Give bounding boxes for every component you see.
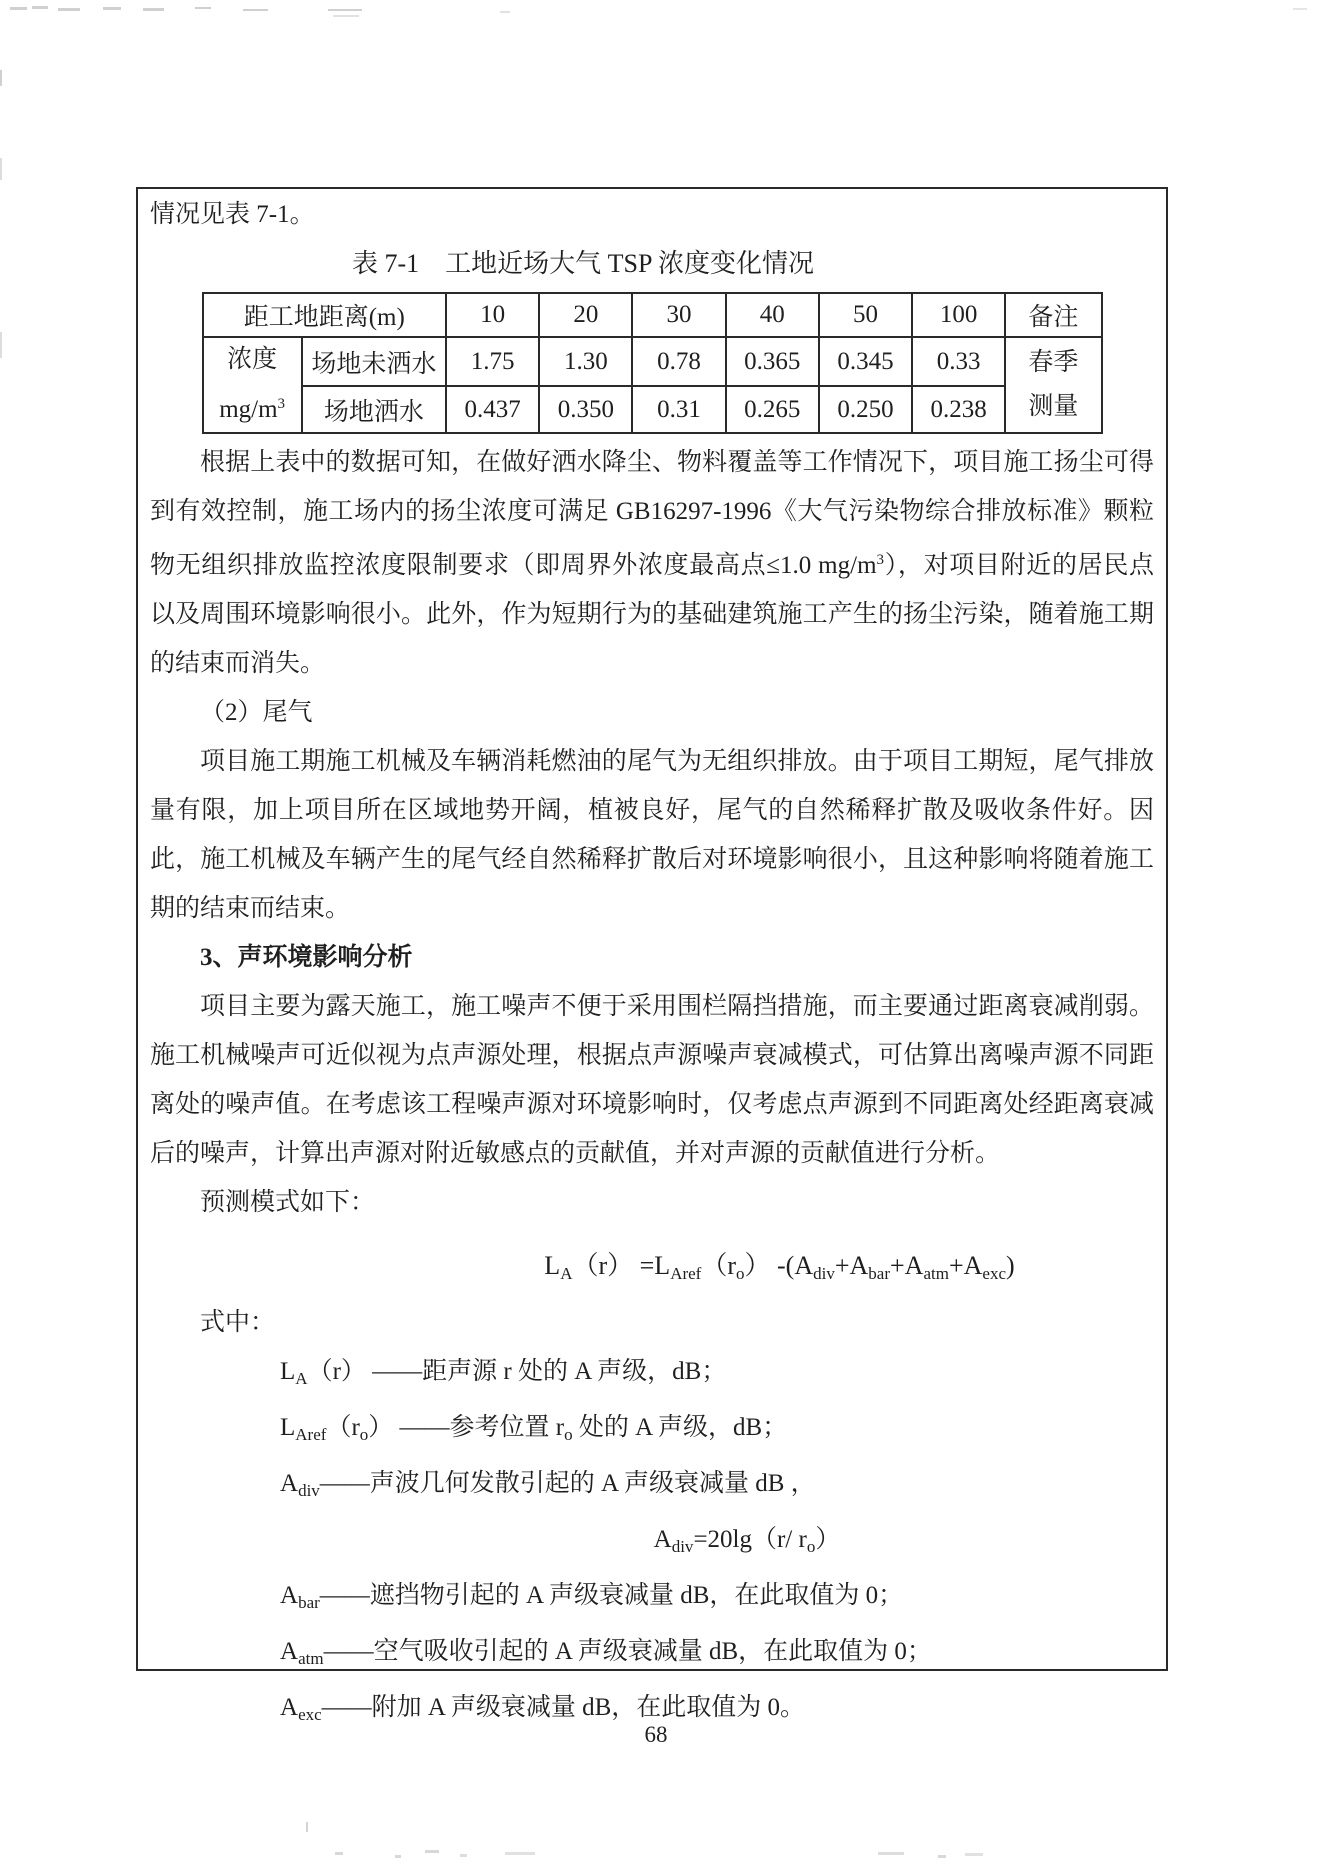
scan-artifact bbox=[500, 11, 510, 13]
value-cell: 0.250 bbox=[819, 386, 912, 433]
scan-artifact bbox=[425, 1850, 439, 1853]
distance-cell: 40 bbox=[726, 293, 819, 337]
scan-artifact bbox=[878, 1852, 904, 1855]
dust-paragraph: 根据上表中的数据可知，在做好洒水降尘、物料覆盖等工作情况下，项目施工扬尘可得到有效控制，施工场内的扬尘浓度可满足 GB16297-1996《大气污染物综合排放标准》颗粒物无组织排放监控浓度限制要求（即周界外浓度最高点≤1.0 $mg/m^3$），对项目附近的居民点以及周围环境影响很小。此外，作为短期行为的基础建筑施工产生的扬尘污染，随着施工期的结束而消失。 bbox=[150, 449, 1154, 677]
remark-cell bbox=[1005, 337, 1101, 433]
scan-artifact bbox=[395, 1855, 401, 1858]
definition-aexc: $A_{exc}——$附加 A 声级衰减量 dB，在此取值为 0。 bbox=[280, 1694, 806, 1724]
prediction-model-lead: 预测模式如下： bbox=[200, 1189, 376, 1216]
scan-artifact bbox=[0, 158, 2, 180]
remark-line2: 测量 bbox=[1028, 393, 1079, 420]
where-label: 式中： bbox=[200, 1309, 276, 1336]
noise-section-heading: 3、声环境影响分析 bbox=[200, 944, 413, 971]
remark-line1: 春季 bbox=[1028, 349, 1079, 376]
distance-header-cell: 距工地距离(m) bbox=[203, 293, 447, 337]
scan-artifact bbox=[306, 1822, 308, 1832]
distance-cell: 30 bbox=[632, 293, 725, 337]
value-cell: 0.350 bbox=[539, 386, 632, 433]
noise-attenuation-formula: $L_A(r) =L_{Aref}(r_o)$ $-(A_{div}+A_{bar}+A_{atm}+A_{exc})$ bbox=[544, 1251, 1015, 1283]
unit-line1: 浓度 bbox=[227, 346, 278, 373]
scan-artifact bbox=[58, 8, 80, 11]
definition-la: $L_A(r)$ ——距声源 r 处的 A 声级，dB； bbox=[280, 1358, 727, 1388]
adiv-formula: $A_{div}=20\lg(r/$ $r_o$） bbox=[653, 1526, 841, 1556]
scan-artifact bbox=[1293, 8, 1307, 10]
intro-line: 情况见表 7-1。 bbox=[150, 201, 315, 228]
distance-cell: 20 bbox=[539, 293, 632, 337]
cubic-superscript: 3 bbox=[876, 552, 885, 568]
value-cell: 1.75 bbox=[446, 337, 539, 386]
value-cell: 1.30 bbox=[539, 337, 632, 386]
scan-artifact bbox=[10, 7, 27, 10]
value-cell: 0.31 bbox=[632, 386, 725, 433]
definition-abar: $A_{bar}——$遮挡物引起的 A 声级衰减量 dB，在此取值为 0； bbox=[280, 1582, 904, 1612]
table-header-row bbox=[203, 293, 1102, 337]
table-row bbox=[203, 386, 1102, 433]
definition-aatm: $A_{atm}——$空气吸收引起的 A 声级衰减量 dB，在此取值为 0； bbox=[280, 1638, 932, 1668]
tail-gas-heading: （2）尾气 bbox=[200, 699, 313, 726]
scan-artifact bbox=[0, 70, 2, 86]
distance-cell: 50 bbox=[819, 293, 912, 337]
table-row bbox=[203, 337, 1102, 386]
scan-artifact bbox=[243, 9, 268, 11]
value-cell: 0.78 bbox=[632, 337, 725, 386]
value-cell: 0.345 bbox=[819, 337, 912, 386]
scan-artifact bbox=[460, 1854, 467, 1857]
scan-artifact bbox=[0, 332, 2, 358]
definition-adiv: $A_{div}——$声波几何发散引起的 A 声级衰减量 dB ， bbox=[280, 1470, 816, 1500]
scan-artifact bbox=[328, 9, 362, 11]
report-content-frame bbox=[136, 187, 1168, 1724]
scan-artifact bbox=[103, 7, 121, 10]
distance-cell: 100 bbox=[912, 293, 1005, 337]
scan-artifact bbox=[335, 1852, 343, 1855]
scan-artifact bbox=[195, 7, 211, 9]
value-cell: 0.238 bbox=[912, 386, 1005, 433]
page-number: 68 bbox=[644, 1722, 668, 1747]
tsp-concentration-table bbox=[202, 292, 1103, 434]
row-label: 场地洒水 bbox=[302, 386, 446, 433]
value-cell: 0.33 bbox=[912, 337, 1005, 386]
definition-laref: $L_{Aref}(r_o)$ ——参考位置 $r_o$ 处的 A 声级，dB； bbox=[280, 1414, 788, 1444]
noise-paragraph: 项目主要为露天施工，施工噪声不便于采用围栏隔挡措施，而主要通过距离衰减削弱。施工机械噪声可近似视为点声源处理，根据点声源噪声衰减模式，可估算出离噪声源不同距离处的噪声值。在考虑该工程噪声源对环境影响时，仅考虑点声源到不同距离处经距离衰减后的噪声，计算出声源对附近敏感点的贡献值，并对声源的贡献值进行分析。 bbox=[150, 993, 1154, 1167]
unit-cell bbox=[203, 337, 302, 433]
scan-artifact bbox=[938, 1855, 946, 1858]
table-title: 表 7-1 工地近场大气 TSP 浓度变化情况 bbox=[352, 249, 814, 278]
row-label: 场地未洒水 bbox=[302, 337, 446, 386]
scan-artifact bbox=[333, 15, 359, 17]
tail-gas-paragraph: 项目施工期施工机械及车辆消耗燃油的尾气为无组织排放。由于项目工期短，尾气排放量有限，加上项目所在区域地势开阔，植被良好，尾气的自然稀释扩散及吸收条件好。因此，施工机械及车辆产生的尾气经自然稀释扩散后对环境影响很小，且这种影响将随着施工期的结束而结束。 bbox=[150, 748, 1154, 922]
unit-line2: $mg/m^3$ bbox=[219, 396, 286, 423]
remark-header-cell: 备注 bbox=[1005, 293, 1101, 337]
value-cell: 0.265 bbox=[726, 386, 819, 433]
scan-artifact bbox=[32, 6, 48, 9]
value-cell: 0.365 bbox=[726, 337, 819, 386]
scan-artifact bbox=[143, 8, 164, 11]
unit-superscript: 3 bbox=[277, 396, 286, 412]
distance-cell: 10 bbox=[446, 293, 539, 337]
value-cell: 0.437 bbox=[446, 386, 539, 433]
scan-artifact bbox=[965, 1853, 983, 1856]
scan-artifact bbox=[505, 1852, 535, 1855]
